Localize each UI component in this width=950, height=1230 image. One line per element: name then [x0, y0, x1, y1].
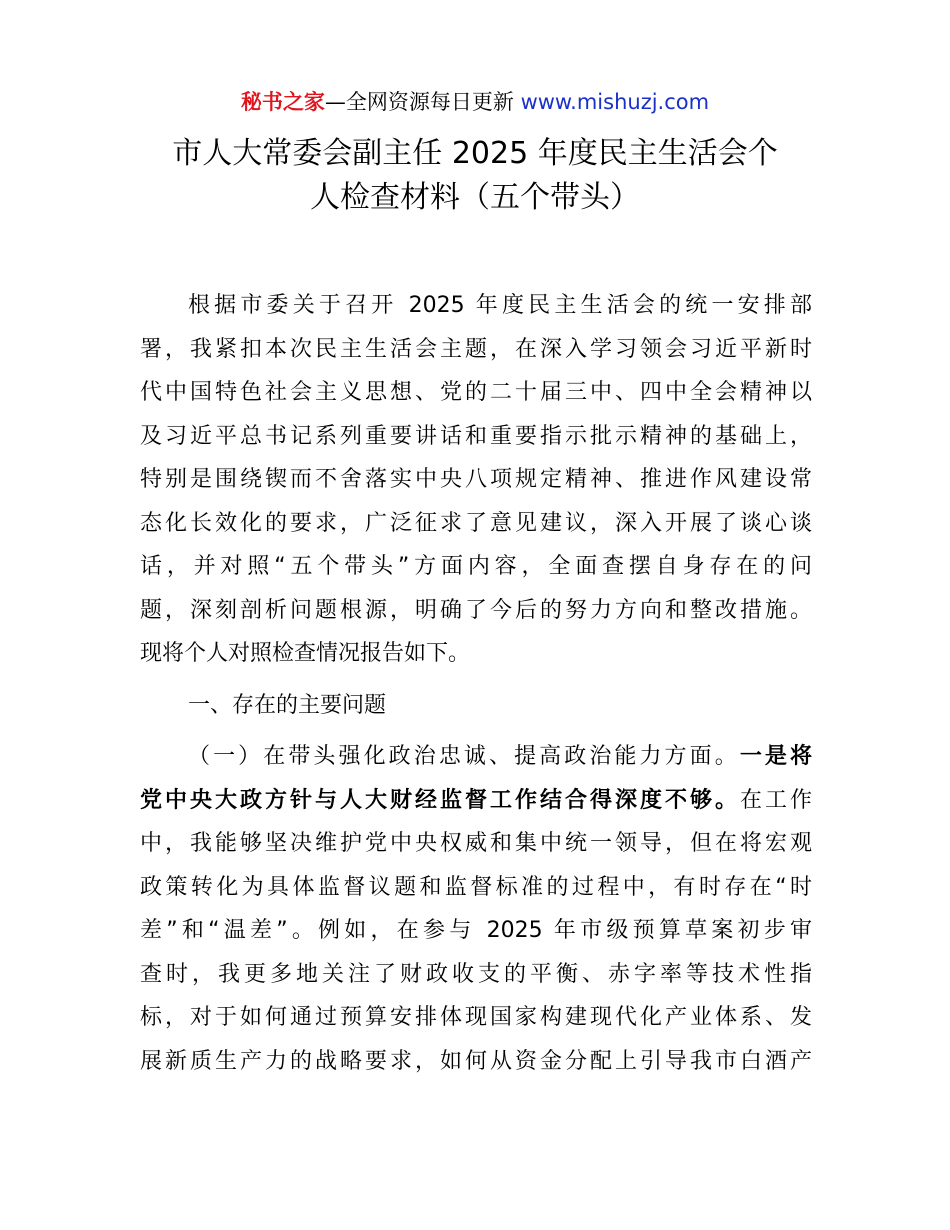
text-line: 中，我能够坚决维护党中央权威和集中统一领导，但在将宏观	[140, 831, 812, 856]
site-tagline: —全网资源每日更新	[324, 90, 514, 114]
title-line-2: 人检查材料（五个带头）	[310, 180, 640, 215]
paragraph-problem-1	[140, 735, 812, 1083]
text-line: 标，对于如何通过预算安排体现国家构建现代化产业体系、发	[140, 1005, 812, 1030]
emphasis-text: 一是将	[739, 744, 812, 769]
text-line: 查时，我更多地关注了财政收支的平衡、赤字率等技术性指	[140, 961, 812, 987]
body-text: 在工作	[739, 787, 812, 813]
text-line	[140, 735, 812, 779]
document-title	[110, 132, 840, 220]
subsection-lead: （一）在带头强化政治忠诚、提高政治能力方面。	[188, 744, 740, 769]
text-line: 现将个人对照检查情况报告如下。	[140, 641, 471, 666]
text-line	[140, 779, 812, 823]
text-line: 展新质生产力的战略要求，如何从资金分配上引导我市白酒产	[140, 1048, 812, 1074]
site-brand: 秘书之家	[240, 90, 325, 114]
text-line: 差”和“温差”。例如，在参与 2025 年市级预算草案初步审	[140, 918, 812, 943]
section-heading: 一、存在的主要问题	[188, 692, 387, 718]
text-line: 特别是围绕锲而不舍落实中央八项规定精神、推进作风建设常	[140, 467, 812, 492]
text-line: 署，我紧扣本次民主生活会主题，在深入学习领会习近平新时	[140, 336, 812, 362]
text-line: 根据市委关于召开 2025 年度民主生活会的统一安排部	[188, 293, 812, 318]
paragraph-intro	[140, 284, 812, 676]
text-line: 题，深刻剖析问题根源，明确了今后的努力方向和整改措施。	[140, 597, 812, 623]
title-line-1: 市人大常委会副主任 2025 年度民主生活会个	[172, 136, 778, 171]
text-line: 及习近平总书记系列重要讲话和重要指示批示精神的基础上，	[140, 423, 812, 449]
text-line: 政策转化为具体监督议题和监督标准的过程中，有时存在“时	[140, 874, 812, 900]
text-line: 代中国特色社会主义思想、党的二十届三中、四中全会精神以	[140, 380, 812, 405]
text-line: 话，并对照“五个带头”方面内容，全面查摆自身存在的问	[140, 554, 812, 579]
site-url-link[interactable]: www.mishuzj.com	[520, 90, 710, 114]
document-body	[140, 284, 812, 1083]
text-line: 态化长效化的要求，广泛征求了意见建议，深入开展了谈心谈	[140, 510, 812, 536]
site-header	[0, 86, 950, 118]
emphasis-text: 党中央大政方针与人大财经监督工作结合得深度不够。	[140, 787, 740, 813]
